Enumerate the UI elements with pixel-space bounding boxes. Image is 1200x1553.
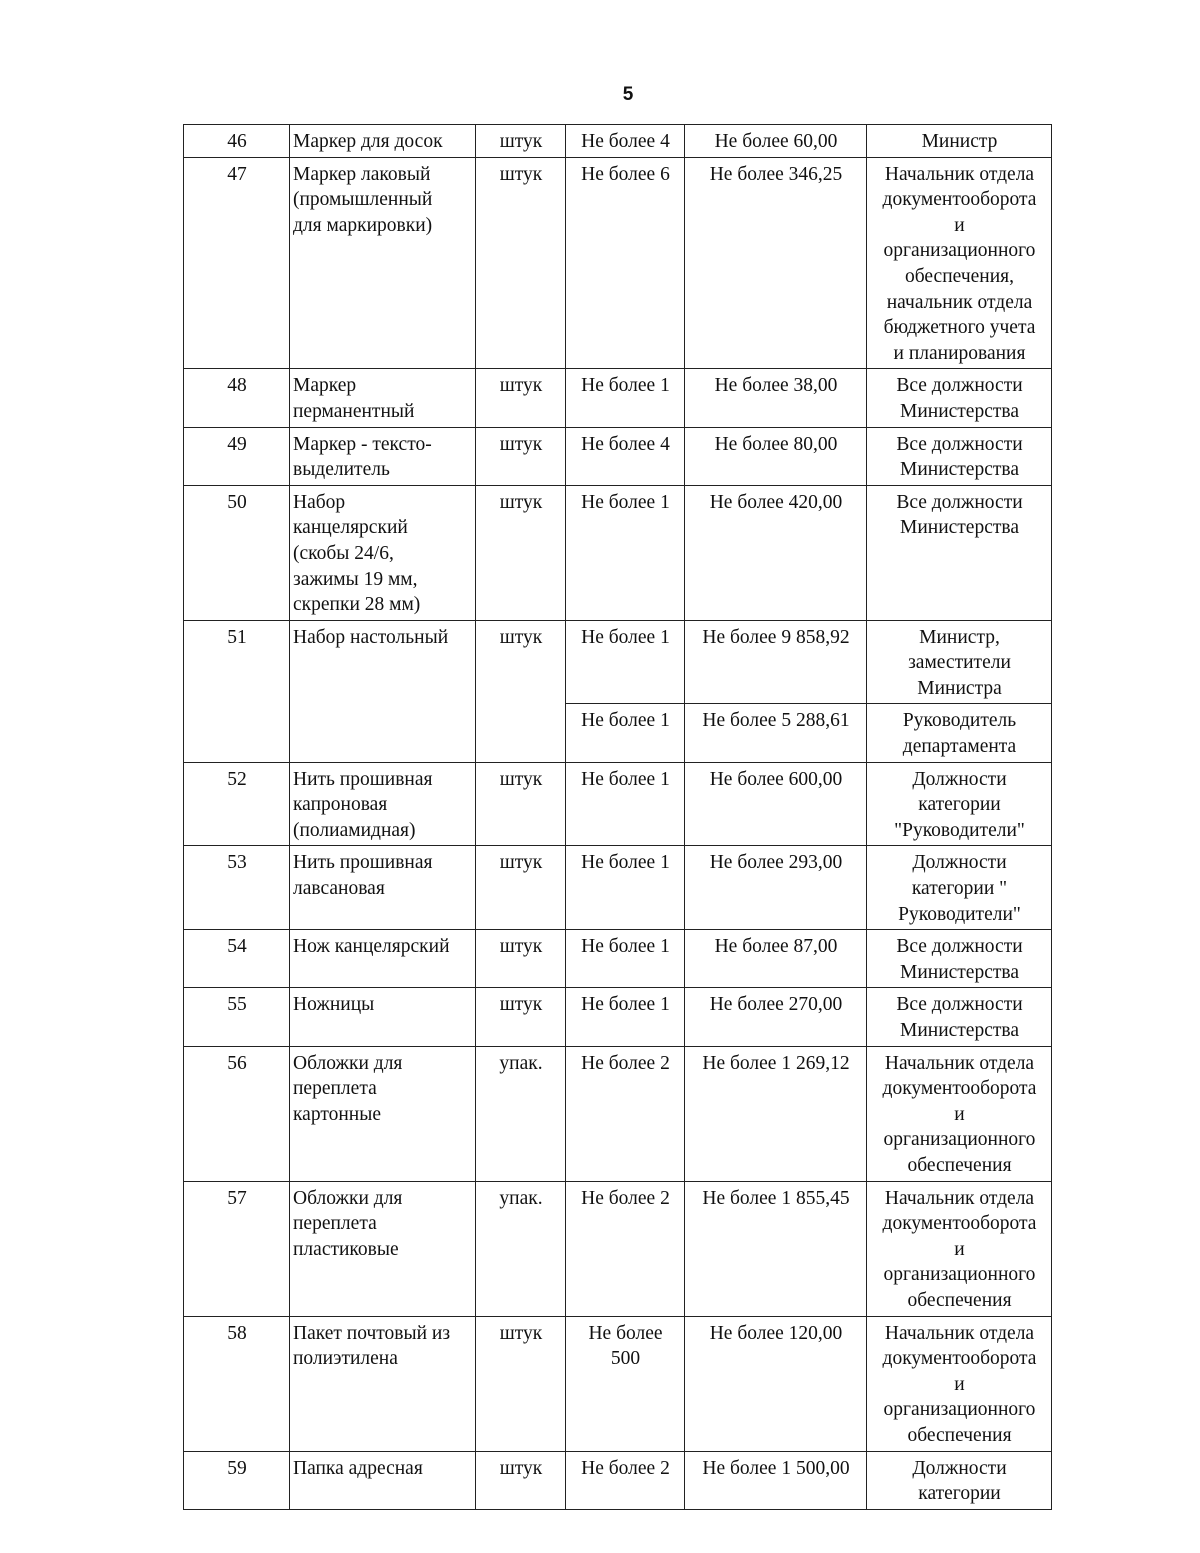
unit-cell: штук [476, 1316, 566, 1451]
item-number-cell: 49 [184, 427, 290, 485]
cell-text-line: зажимы 19 мм, [293, 568, 418, 590]
cell-text-line: Все должности [896, 491, 1023, 513]
cell-text-line: Не более 1 [581, 491, 670, 513]
item-name-cell [290, 1316, 476, 1451]
position-cell [867, 1316, 1052, 1451]
cell-text-line: выделитель [293, 459, 390, 481]
item-number-cell: 51 [184, 620, 290, 762]
cell-text-line: (скобы 24/6, [293, 542, 394, 564]
table-row [184, 846, 1052, 930]
position-cell [867, 762, 1052, 846]
cell-text-line: "Руководители" [894, 819, 1025, 841]
cell-text-line: Нить прошивная [293, 852, 433, 874]
table-row [184, 125, 1052, 158]
position-cell [867, 485, 1052, 620]
quantity-cell [566, 930, 685, 988]
cell-text-line: начальник отдела [886, 291, 1033, 313]
quantity-cell [566, 125, 685, 158]
cell-text-line: для маркировки) [293, 214, 433, 236]
item-name-cell [290, 762, 476, 846]
item-number-cell: 48 [184, 369, 290, 427]
cell-text-line: Маркер [293, 375, 357, 397]
item-number-cell: 58 [184, 1316, 290, 1451]
unit-cell: штук [476, 157, 566, 369]
cell-text-line: Обложки для [293, 1052, 403, 1074]
cell-text-line: Не более [588, 1322, 663, 1344]
cell-text-line: и [954, 1373, 965, 1395]
quantity-cell [566, 704, 685, 762]
quantity-cell [566, 846, 685, 930]
cell-text-line: Не более 2 [581, 1187, 670, 1209]
price-cell: Не более 120,00 [685, 1316, 867, 1451]
price-cell: Не более 80,00 [685, 427, 867, 485]
price-cell: Не более 60,00 [685, 125, 867, 158]
table-row [184, 1451, 1052, 1509]
price-cell: Не более 420,00 [685, 485, 867, 620]
cell-text-line: Нить прошивная [293, 768, 433, 790]
cell-text-line: Маркер для досок [293, 131, 443, 152]
cell-text-line: Набор [293, 491, 346, 513]
item-number-cell: 47 [184, 157, 290, 369]
position-cell [867, 1451, 1052, 1509]
cell-text-line: Ножницы [293, 994, 375, 1016]
unit-cell: штук [476, 427, 566, 485]
cell-text-line: скрепки 28 мм) [293, 594, 421, 616]
unit-cell: упак. [476, 1046, 566, 1181]
cell-text-line: перманентный [293, 400, 415, 422]
cell-text-line: капроновая [293, 794, 388, 816]
cell-text-line: обеспечения, [905, 265, 1014, 287]
table-row [184, 930, 1052, 988]
quantity-cell [566, 427, 685, 485]
cell-text-line: полиэтилена [293, 1348, 398, 1370]
cell-text-line: Министерства [899, 459, 1019, 481]
quantity-cell [566, 369, 685, 427]
cell-text-line: Пакет почтовый из [293, 1322, 451, 1344]
cell-text-line: Не более 1 [581, 375, 670, 397]
item-name-cell [290, 427, 476, 485]
cell-text-line: Начальник отдела [884, 163, 1035, 185]
quantity-cell [566, 1316, 685, 1451]
position-cell [867, 125, 1052, 158]
price-cell: Не более 87,00 [685, 930, 867, 988]
item-name-cell [290, 930, 476, 988]
cell-text-line: картонные [293, 1103, 381, 1125]
table-row [184, 1316, 1052, 1451]
table-row [184, 157, 1052, 369]
cell-text-line: пластиковые [293, 1238, 399, 1260]
cell-text-line: обеспечения [907, 1424, 1012, 1446]
cell-text-line: и [954, 214, 965, 236]
cell-text-line: Министра [917, 677, 1002, 699]
quantity-cell [566, 1046, 685, 1181]
price-cell: Не более 5 288,61 [685, 704, 867, 762]
item-name-cell [290, 157, 476, 369]
cell-text-line: Министр, [919, 626, 1000, 648]
item-number-cell: 54 [184, 930, 290, 988]
unit-cell: штук [476, 930, 566, 988]
item-name-cell [290, 485, 476, 620]
cell-text-line: Папка адресная [293, 1457, 423, 1479]
quantity-cell [566, 988, 685, 1046]
cell-text-line: Начальник отдела [884, 1187, 1035, 1209]
item-number-cell: 57 [184, 1181, 290, 1316]
item-name-cell [290, 1451, 476, 1509]
cell-text-line: документооборота [882, 1348, 1037, 1370]
cell-text-line: Не более 6 [581, 163, 670, 185]
price-cell: Не более 293,00 [685, 846, 867, 930]
item-number-cell: 59 [184, 1451, 290, 1509]
cell-text-line: категории [918, 794, 1001, 816]
cell-text-line: Не более 1 [581, 852, 670, 874]
price-cell: Не более 1 269,12 [685, 1046, 867, 1181]
cell-text-line: переплета [293, 1078, 377, 1100]
cell-text-line: документооборота [882, 189, 1037, 211]
price-cell: Не более 600,00 [685, 762, 867, 846]
cell-text-line: (промышленный [293, 189, 433, 211]
cell-text-line: Все должности [896, 994, 1023, 1016]
cell-text-line: и [954, 1103, 965, 1125]
cell-text-line: департамента [902, 736, 1017, 758]
cell-text-line: Не более 4 [581, 131, 670, 152]
cell-text-line: Не более 1 [581, 768, 670, 790]
cell-text-line: и [954, 1238, 965, 1260]
cell-text-line: Министр [921, 131, 998, 152]
cell-text-line: Министерства [899, 961, 1019, 983]
cell-text-line: Не более 1 [581, 626, 670, 648]
cell-text-line: Министерства [899, 1020, 1019, 1041]
cell-text-line: Министерства [899, 400, 1019, 422]
procurement-norms-table [183, 124, 1052, 1510]
cell-text-line: обеспечения [907, 1289, 1012, 1311]
item-name-cell [290, 125, 476, 158]
cell-text-line: Не более 1 [581, 936, 670, 958]
position-cell [867, 1046, 1052, 1181]
cell-text-line: Руководители" [898, 903, 1021, 925]
cell-text-line: Должности [912, 1457, 1007, 1479]
item-number-cell: 55 [184, 988, 290, 1046]
price-cell: Не более 1 500,00 [685, 1451, 867, 1509]
table-row [184, 369, 1052, 427]
cell-text-line: заместители [908, 652, 1011, 674]
position-cell [867, 988, 1052, 1046]
cell-text-line: Министерства [899, 517, 1019, 539]
cell-text-line: Не более 4 [581, 433, 670, 455]
cell-text-line: Все должности [896, 433, 1023, 455]
position-cell [867, 930, 1052, 988]
table-row [184, 427, 1052, 485]
item-number-cell: 50 [184, 485, 290, 620]
item-name-cell [290, 988, 476, 1046]
quantity-cell [566, 485, 685, 620]
unit-cell: штук [476, 620, 566, 762]
cell-text-line: организационного [883, 1264, 1036, 1286]
cell-text-line: Все должности [896, 375, 1023, 397]
cell-text-line: Нож канцелярский [293, 936, 450, 958]
item-name-cell [290, 620, 476, 762]
cell-text-line: Начальник отдела [884, 1322, 1035, 1344]
quantity-cell [566, 157, 685, 369]
cell-text-line: Не более 2 [581, 1457, 670, 1479]
price-cell: Не более 346,25 [685, 157, 867, 369]
item-number-cell: 52 [184, 762, 290, 846]
price-cell: Не более 270,00 [685, 988, 867, 1046]
cell-text-line: Все должности [896, 936, 1023, 958]
quantity-cell [566, 1451, 685, 1509]
cell-text-line: Начальник отдела [884, 1052, 1035, 1074]
item-number-cell: 46 [184, 125, 290, 158]
unit-cell: штук [476, 988, 566, 1046]
position-cell [867, 427, 1052, 485]
unit-cell: штук [476, 762, 566, 846]
unit-cell: штук [476, 1451, 566, 1509]
item-name-cell [290, 1046, 476, 1181]
position-cell [867, 846, 1052, 930]
unit-cell: штук [476, 485, 566, 620]
cell-text-line: (полиамидная) [293, 819, 416, 841]
cell-text-line: переплета [293, 1213, 377, 1235]
cell-text-line: организационного [883, 1399, 1036, 1421]
cell-text-line: организационного [883, 240, 1036, 262]
position-cell [867, 157, 1052, 369]
item-number-cell: 56 [184, 1046, 290, 1181]
item-number-cell: 53 [184, 846, 290, 930]
position-cell [867, 369, 1052, 427]
unit-cell: штук [476, 846, 566, 930]
cell-text-line: обеспечения [907, 1154, 1012, 1176]
table-row [184, 988, 1052, 1046]
cell-text-line: Набор настольный [293, 626, 449, 648]
unit-cell: штук [476, 125, 566, 158]
item-name-cell [290, 846, 476, 930]
cell-text-line: канцелярский [293, 517, 408, 539]
table-row [184, 1181, 1052, 1316]
cell-text-line: категории " [911, 878, 1008, 900]
position-cell [867, 704, 1052, 762]
cell-text-line: документооборота [882, 1213, 1037, 1235]
table-row [184, 1046, 1052, 1181]
cell-text-line: лавсановая [293, 878, 385, 900]
cell-text-line: Обложки для [293, 1187, 403, 1209]
cell-text-line: документооборота [882, 1078, 1037, 1100]
cell-text-line: и планирования [893, 342, 1026, 364]
item-name-cell [290, 1181, 476, 1316]
cell-text-line: организационного [883, 1129, 1036, 1151]
position-cell [867, 1181, 1052, 1316]
table-row [184, 620, 1052, 704]
item-name-cell [290, 369, 476, 427]
cell-text-line: Должности [912, 852, 1007, 874]
unit-cell: упак. [476, 1181, 566, 1316]
cell-text-line: Не более 2 [581, 1052, 670, 1074]
cell-text-line: Маркер лаковый [293, 163, 431, 185]
position-cell [867, 620, 1052, 704]
cell-text-line: Не более 1 [581, 994, 670, 1016]
cell-text-line: Не более 1 [581, 710, 670, 732]
quantity-cell [566, 1181, 685, 1316]
price-cell: Не более 1 855,45 [685, 1181, 867, 1316]
price-cell: Не более 38,00 [685, 369, 867, 427]
table-row [184, 762, 1052, 846]
cell-text-line: бюджетного учета [883, 317, 1036, 339]
cell-text-line: категории [918, 1483, 1001, 1505]
page-number: 5 [622, 84, 634, 105]
cell-text-line: Должности [912, 768, 1007, 790]
cell-text-line: Маркер - тексто- [293, 433, 432, 455]
table-row [184, 485, 1052, 620]
quantity-cell [566, 620, 685, 704]
quantity-cell [566, 762, 685, 846]
unit-cell: штук [476, 369, 566, 427]
cell-text-line: Руководитель [902, 710, 1017, 732]
price-cell: Не более 9 858,92 [685, 620, 867, 704]
cell-text-line: 500 [610, 1348, 641, 1370]
